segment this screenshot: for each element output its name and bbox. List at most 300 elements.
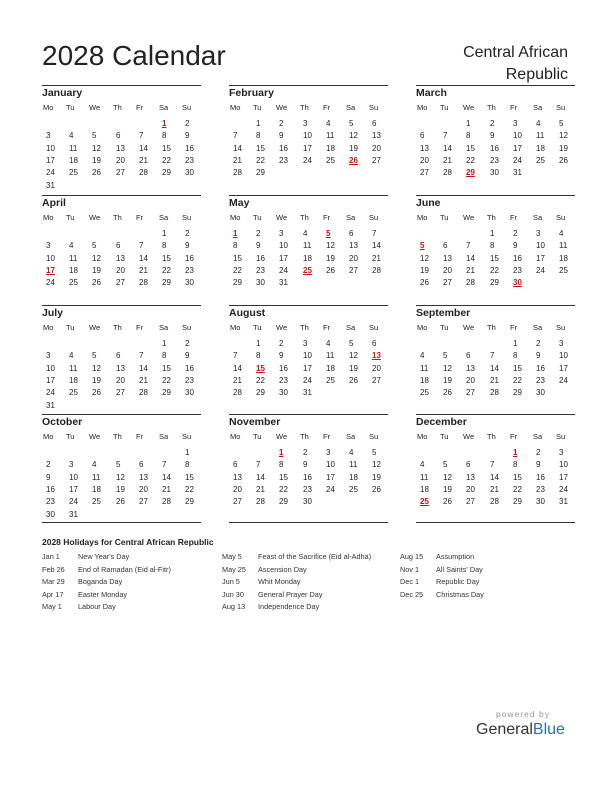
- holiday-name: Ascension Day: [258, 564, 307, 574]
- day-cell: 1: [513, 339, 518, 348]
- day-cell: 23: [536, 375, 545, 385]
- day-cell: 23: [279, 375, 288, 385]
- day-cell: 2: [256, 229, 261, 238]
- day-cell: 10: [279, 241, 288, 251]
- day-cell: 6: [372, 119, 377, 128]
- day-cell: 30: [185, 168, 194, 178]
- day-cell: 21: [139, 265, 148, 275]
- brand-blue: Blue: [532, 721, 565, 738]
- day-cell: 18: [69, 375, 78, 385]
- day-cell: 21: [233, 375, 242, 385]
- day-cell: 16: [256, 253, 265, 263]
- weekday-header: [229, 103, 388, 115]
- day-cell: 25: [420, 388, 429, 398]
- day-cell: 23: [46, 497, 55, 507]
- weekday-label: We: [463, 103, 475, 112]
- day-cell: 28: [139, 278, 148, 288]
- weekday-label: Mo: [417, 103, 428, 112]
- day-cell: 13: [139, 472, 148, 482]
- holiday-date: Mar 29: [42, 577, 65, 586]
- weekday-header: [416, 103, 575, 115]
- month-july: [42, 307, 201, 419]
- month-name: April: [42, 197, 66, 209]
- day-cell: 26: [92, 278, 101, 288]
- holiday-row: [42, 552, 217, 565]
- holiday-day-cell: 15: [256, 363, 265, 373]
- day-cell: 24: [303, 375, 312, 385]
- weekday-label: We: [89, 432, 101, 441]
- day-cell: 1: [185, 448, 190, 457]
- day-cell: 12: [443, 472, 452, 482]
- day-cell: 19: [420, 265, 429, 275]
- holiday-name: Easter Monday: [78, 589, 128, 599]
- weekday-label: We: [89, 323, 101, 332]
- holiday-row: [400, 552, 575, 565]
- month-september: [416, 307, 575, 419]
- holiday-date: Jan 1: [42, 552, 60, 561]
- day-cell: 2: [46, 460, 51, 470]
- day-cell: 25: [536, 155, 545, 165]
- day-cell: 14: [233, 143, 242, 153]
- day-cell: 23: [536, 484, 545, 494]
- day-cell: 29: [256, 388, 265, 398]
- holiday-name: Labour Day: [78, 602, 116, 611]
- day-grid: [229, 448, 388, 538]
- weekday-label: Su: [556, 213, 566, 222]
- weekday-label: Fr: [136, 103, 144, 112]
- day-cell: 31: [559, 497, 568, 507]
- holiday-day-cell: 29: [466, 168, 475, 178]
- weekday-header: [42, 213, 201, 225]
- day-cell: 29: [513, 388, 522, 398]
- day-cell: 12: [116, 472, 125, 482]
- month-divider: [416, 195, 575, 196]
- day-cell: 18: [92, 484, 101, 494]
- weekday-label: We: [463, 323, 475, 332]
- weekday-label: Su: [182, 323, 192, 332]
- day-cell: 4: [69, 351, 74, 361]
- day-cell: 11: [326, 351, 335, 361]
- weekday-label: Mo: [230, 213, 241, 222]
- day-cell: 12: [326, 241, 335, 251]
- day-cell: 23: [303, 484, 312, 494]
- day-cell: 12: [443, 363, 452, 373]
- day-cell: 9: [279, 351, 284, 361]
- holiday-date: Dec 25: [400, 589, 424, 599]
- day-cell: 8: [466, 131, 471, 141]
- holiday-day-cell: 13: [372, 351, 381, 361]
- month-divider: [42, 414, 201, 415]
- day-cell: 5: [372, 448, 377, 457]
- holiday-row: [42, 577, 217, 590]
- day-cell: 6: [349, 229, 354, 238]
- day-cell: 11: [420, 363, 429, 373]
- day-cell: 29: [185, 497, 194, 507]
- holiday-row: [42, 590, 217, 603]
- month-divider: [42, 195, 201, 196]
- day-cell: 16: [536, 472, 545, 482]
- day-cell: 29: [162, 278, 171, 288]
- day-cell: 23: [513, 265, 522, 275]
- weekday-label: Su: [369, 103, 379, 112]
- day-cell: 24: [303, 155, 312, 165]
- month-march: [416, 87, 575, 199]
- day-cell: 21: [139, 375, 148, 385]
- day-cell: 26: [443, 497, 452, 507]
- day-cell: 31: [69, 509, 78, 519]
- day-cell: 12: [372, 460, 381, 470]
- month-october: [42, 416, 201, 528]
- day-cell: 18: [349, 472, 358, 482]
- weekday-label: Fr: [323, 432, 331, 441]
- day-cell: 20: [372, 143, 381, 153]
- holiday-date: Feb 26: [42, 564, 65, 574]
- day-cell: 13: [116, 143, 125, 153]
- day-cell: 12: [349, 351, 358, 361]
- day-cell: 21: [490, 484, 499, 494]
- day-cell: 7: [139, 351, 144, 361]
- day-cell: 17: [279, 253, 288, 263]
- day-cell: 24: [559, 375, 568, 385]
- day-cell: 7: [139, 241, 144, 251]
- weekday-label: Th: [300, 213, 309, 222]
- day-cell: 20: [139, 484, 148, 494]
- day-cell: 11: [536, 131, 545, 141]
- holiday-date: Dec 1: [400, 577, 420, 586]
- weekday-label: Tu: [66, 323, 75, 332]
- holiday-date: May 25: [222, 564, 246, 574]
- month-name: May: [229, 197, 250, 209]
- day-cell: 30: [256, 278, 265, 288]
- weekday-label: Tu: [66, 213, 75, 222]
- day-cell: 27: [372, 155, 381, 165]
- day-cell: 1: [256, 119, 261, 128]
- day-cell: 18: [420, 484, 429, 494]
- weekday-label: Tu: [440, 103, 449, 112]
- day-cell: 28: [139, 168, 148, 178]
- day-cell: 8: [162, 351, 167, 361]
- day-cell: 26: [372, 484, 381, 494]
- day-cell: 5: [92, 131, 97, 141]
- day-cell: 28: [466, 278, 475, 288]
- weekday-header: [229, 432, 388, 444]
- day-cell: 19: [443, 375, 452, 385]
- day-cell: 14: [139, 363, 148, 373]
- holiday-name: Feast of the Sacrifice (Eid al-Adha): [258, 552, 372, 561]
- month-april: [42, 197, 201, 309]
- day-cell: 3: [536, 229, 541, 238]
- day-cell: 16: [279, 143, 288, 153]
- month-may: [229, 197, 388, 309]
- day-cell: 7: [233, 351, 238, 361]
- holiday-row: [400, 565, 575, 578]
- day-cell: 2: [303, 448, 308, 457]
- day-cell: 22: [513, 484, 522, 494]
- weekday-label: Mo: [43, 103, 54, 112]
- day-cell: 29: [162, 168, 171, 178]
- month-divider: [416, 85, 575, 86]
- day-cell: 6: [116, 241, 121, 251]
- day-cell: 24: [69, 497, 78, 507]
- month-divider: [229, 195, 388, 196]
- day-cell: 18: [326, 363, 335, 373]
- day-cell: 19: [92, 265, 101, 275]
- holiday-day-cell: 5: [326, 229, 331, 238]
- holiday-name: Assumption: [436, 552, 475, 561]
- weekday-label: Th: [300, 103, 309, 112]
- day-cell: 5: [349, 339, 354, 348]
- holiday-row: [222, 577, 397, 590]
- day-cell: 17: [559, 472, 568, 482]
- day-cell: 26: [92, 388, 101, 398]
- weekday-label: Fr: [510, 432, 518, 441]
- day-cell: 16: [185, 253, 194, 263]
- holiday-day-cell: 25: [420, 497, 429, 507]
- holiday-column: [42, 552, 217, 615]
- day-cell: 3: [69, 460, 74, 470]
- day-cell: 31: [46, 180, 55, 190]
- day-cell: 15: [162, 363, 171, 373]
- day-cell: 21: [256, 484, 265, 494]
- day-cell: 27: [443, 278, 452, 288]
- day-cell: 20: [466, 375, 475, 385]
- day-cell: 24: [46, 278, 55, 288]
- day-cell: 11: [92, 472, 101, 482]
- day-cell: 17: [69, 484, 78, 494]
- holiday-name: Republic Day: [436, 577, 480, 586]
- weekday-header: [42, 103, 201, 115]
- day-cell: 10: [559, 351, 568, 361]
- day-cell: 6: [420, 131, 425, 141]
- day-cell: 30: [536, 388, 545, 398]
- weekday-label: Th: [487, 323, 496, 332]
- day-cell: 3: [559, 339, 564, 348]
- day-cell: 8: [162, 131, 167, 141]
- day-cell: 11: [69, 253, 78, 263]
- day-cell: 19: [116, 484, 125, 494]
- day-cell: 24: [326, 484, 335, 494]
- day-cell: 20: [233, 484, 242, 494]
- day-cell: 20: [349, 253, 358, 263]
- month-name: March: [416, 87, 447, 99]
- day-cell: 15: [233, 253, 242, 263]
- day-cell: 19: [349, 363, 358, 373]
- day-cell: 14: [490, 472, 499, 482]
- day-cell: 7: [162, 460, 167, 470]
- holiday-row: [400, 590, 575, 603]
- weekday-label: We: [89, 103, 101, 112]
- day-cell: 29: [256, 168, 265, 178]
- day-cell: 11: [326, 131, 335, 141]
- holiday-name: Christmas Day: [436, 589, 484, 599]
- day-cell: 27: [116, 388, 125, 398]
- day-cell: 7: [443, 131, 448, 141]
- day-cell: 17: [303, 363, 312, 373]
- weekday-label: Th: [113, 323, 122, 332]
- weekday-label: Tu: [440, 432, 449, 441]
- day-cell: 23: [279, 155, 288, 165]
- day-cell: 21: [233, 155, 242, 165]
- day-cell: 22: [185, 484, 194, 494]
- day-cell: 21: [443, 155, 452, 165]
- day-cell: 9: [256, 241, 261, 251]
- day-cell: 8: [233, 241, 238, 251]
- day-cell: 10: [326, 460, 335, 470]
- day-cell: 2: [185, 339, 190, 348]
- day-cell: 10: [559, 460, 568, 470]
- day-cell: 16: [490, 143, 499, 153]
- day-cell: 4: [536, 119, 541, 128]
- day-cell: 26: [420, 278, 429, 288]
- day-cell: 4: [69, 131, 74, 141]
- day-cell: 21: [162, 484, 171, 494]
- month-name: January: [42, 87, 83, 99]
- holiday-date: Jun 5: [222, 577, 240, 586]
- day-cell: 26: [92, 168, 101, 178]
- day-cell: 27: [466, 497, 475, 507]
- weekday-label: Th: [487, 213, 496, 222]
- day-cell: 26: [559, 155, 568, 165]
- day-cell: 18: [303, 253, 312, 263]
- month-divider: [42, 305, 201, 306]
- day-cell: 31: [513, 168, 522, 178]
- day-cell: 1: [490, 229, 495, 238]
- month-february: [229, 87, 388, 199]
- weekday-label: Sa: [346, 103, 356, 112]
- month-divider: [229, 305, 388, 306]
- weekday-label: Sa: [346, 213, 356, 222]
- holiday-row: [400, 577, 575, 590]
- weekday-label: We: [276, 103, 288, 112]
- day-cell: 6: [466, 460, 471, 470]
- weekday-label: We: [463, 213, 475, 222]
- holiday-name: End of Ramadan (Eid al-Fitr): [78, 564, 171, 574]
- day-cell: 16: [185, 363, 194, 373]
- day-cell: 4: [69, 241, 74, 251]
- day-cell: 27: [139, 497, 148, 507]
- day-cell: 13: [372, 131, 381, 141]
- day-cell: 11: [303, 241, 312, 251]
- day-cell: 9: [536, 460, 541, 470]
- day-cell: 25: [326, 375, 335, 385]
- day-cell: 2: [279, 119, 284, 128]
- day-cell: 1: [256, 339, 261, 348]
- day-cell: 7: [233, 131, 238, 141]
- day-cell: 27: [372, 375, 381, 385]
- day-cell: 31: [46, 400, 55, 410]
- powered-by-text: powered by: [496, 709, 550, 719]
- day-cell: 16: [279, 363, 288, 373]
- day-cell: 15: [256, 143, 265, 153]
- weekday-label: Th: [300, 323, 309, 332]
- day-cell: 8: [513, 351, 518, 361]
- weekday-label: Th: [300, 432, 309, 441]
- holiday-row: [222, 602, 397, 615]
- day-cell: 8: [162, 241, 167, 251]
- day-cell: 28: [372, 265, 381, 275]
- weekday-label: Sa: [533, 323, 543, 332]
- day-cell: 6: [372, 339, 377, 348]
- day-cell: 12: [349, 131, 358, 141]
- day-cell: 13: [116, 253, 125, 263]
- day-cell: 13: [420, 143, 429, 153]
- weekday-header: [229, 323, 388, 335]
- day-cell: 11: [420, 472, 429, 482]
- day-cell: 3: [303, 339, 308, 348]
- day-cell: 13: [466, 363, 475, 373]
- day-cell: 9: [490, 131, 495, 141]
- weekday-label: We: [276, 213, 288, 222]
- holiday-row: [222, 552, 397, 565]
- day-cell: 17: [559, 363, 568, 373]
- weekday-label: Su: [182, 103, 192, 112]
- month-august: [229, 307, 388, 419]
- day-cell: 1: [466, 119, 471, 128]
- generalblue-logo[interactable]: [476, 721, 565, 739]
- day-cell: 15: [279, 472, 288, 482]
- day-cell: 9: [46, 472, 51, 482]
- day-cell: 28: [256, 497, 265, 507]
- day-cell: 16: [185, 143, 194, 153]
- month-name: December: [416, 416, 467, 428]
- day-cell: 14: [139, 253, 148, 263]
- weekday-label: Mo: [417, 432, 428, 441]
- day-cell: 9: [279, 131, 284, 141]
- day-cell: 18: [420, 375, 429, 385]
- day-cell: 22: [490, 265, 499, 275]
- bottom-divider: [416, 522, 575, 523]
- day-cell: 15: [513, 472, 522, 482]
- holiday-day-cell: 1: [279, 448, 284, 457]
- day-cell: 18: [536, 143, 545, 153]
- day-cell: 29: [279, 497, 288, 507]
- weekday-label: Tu: [66, 103, 75, 112]
- weekday-label: Mo: [230, 103, 241, 112]
- day-cell: 8: [256, 351, 261, 361]
- page-title: 2028 Calendar: [42, 40, 226, 71]
- day-cell: 15: [466, 143, 475, 153]
- holiday-date: Nov 1: [400, 564, 420, 574]
- day-cell: 24: [46, 388, 55, 398]
- weekday-label: Tu: [66, 432, 75, 441]
- day-cell: 31: [303, 388, 312, 398]
- day-cell: 22: [162, 265, 171, 275]
- holiday-day-cell: 5: [420, 241, 425, 251]
- day-cell: 1: [162, 229, 167, 238]
- day-cell: 4: [326, 339, 331, 348]
- day-cell: 5: [92, 241, 97, 251]
- month-divider: [229, 414, 388, 415]
- day-cell: 5: [116, 460, 121, 470]
- weekday-label: Mo: [43, 323, 54, 332]
- day-cell: 3: [513, 119, 518, 128]
- day-cell: 14: [372, 241, 381, 251]
- weekday-label: We: [463, 432, 475, 441]
- holiday-date: Jun 30: [222, 589, 244, 599]
- holiday-name: New Year's Day: [78, 552, 130, 561]
- day-cell: 23: [185, 155, 194, 165]
- weekday-label: Tu: [440, 213, 449, 222]
- day-cell: 6: [233, 460, 238, 470]
- day-cell: 19: [92, 155, 101, 165]
- day-cell: 14: [443, 143, 452, 153]
- day-cell: 4: [303, 229, 308, 238]
- holiday-day-cell: 30: [513, 278, 522, 288]
- day-cell: 10: [303, 351, 312, 361]
- day-cell: 26: [443, 388, 452, 398]
- weekday-label: Mo: [417, 323, 428, 332]
- day-cell: 22: [233, 265, 242, 275]
